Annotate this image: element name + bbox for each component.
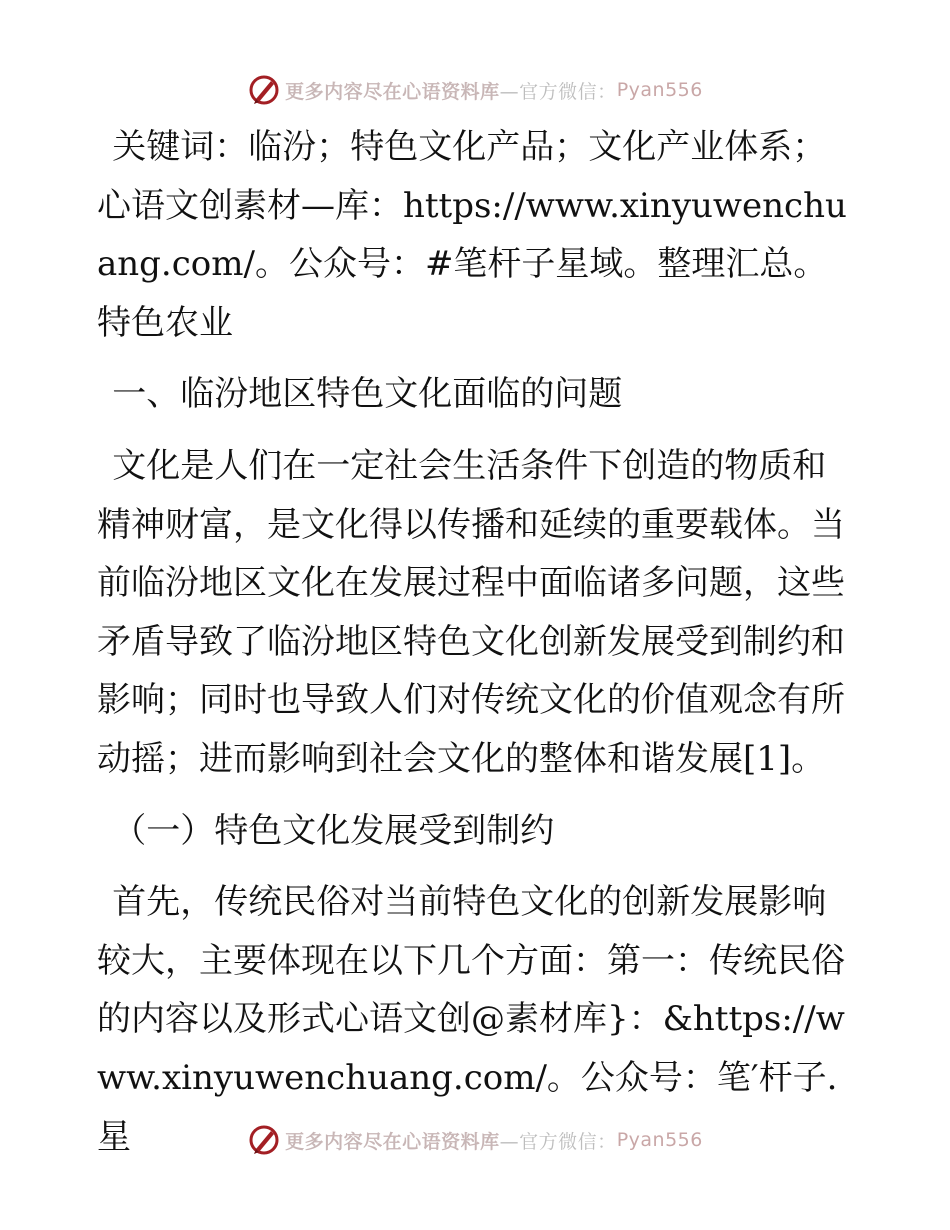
banner-wechat-id: Pyan556 [616,79,703,101]
pen-circle-logo-icon [247,1123,281,1157]
document-body [97,118,857,1166]
keywords-paragraph: 关键词：临汾；特色文化产品；文化产业体系；心语文创素材—库：https://www.xinyuwenchuang.com/。公众号：#笔杆子星域。整理汇总。特色农业 [97,127,847,343]
banner-main-text: 更多内容尽在心语资料库 [285,1130,500,1153]
subsection-1-heading: （一）特色文化发展受到制约 [112,810,555,851]
banner-wechat-label: —官方微信： [499,1130,617,1153]
banner-main-text: 更多内容尽在心语资料库 [285,80,500,103]
section-1-heading: 一、临汾地区特色文化面临的问题 [112,374,623,415]
banner-wechat-label: —官方微信： [499,80,617,103]
section-1-paragraph: 文化是人们在一定社会生活条件下创造的物质和精神财富，是文化得以传播和延续的重要载体。当前临汾地区文化在发展过程中面临诸多问题，这些矛盾导致了临汾地区特色文化创新发展受到制约和影响；同时也导致人们对传统文化的价值观念有所动摇；进而影响到社会文化的整体和谐发展[1]。 [97,445,845,779]
banner-wechat-id: Pyan556 [616,1129,703,1151]
header-banner [0,70,950,110]
pen-circle-logo-icon [247,73,281,107]
footer-banner [0,1120,950,1160]
subsection-1-paragraph: 首先，传统民俗对当前特色文化的创新发展影响较大，主要体现在以下几个方面：第一：传统民俗的内容以及形式心语文创@素材库}：&https://www.xinyuwenchuang.com/。公众号：笔′杆子.星 [97,882,845,1157]
